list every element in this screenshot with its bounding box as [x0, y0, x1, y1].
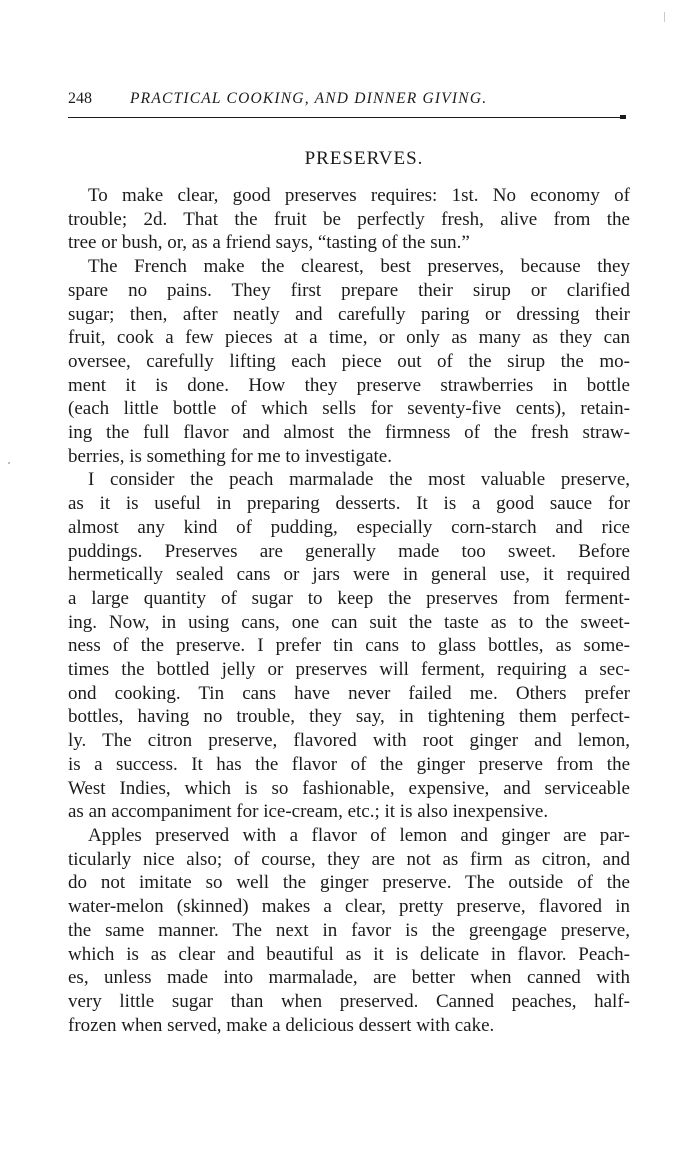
- text-line: Apples preserved with a flavor of lemon and ginger are par-: [88, 824, 630, 846]
- text-line: ing. Now, in using cans, one can suit the taste as to the sweet-: [68, 611, 630, 633]
- text-line: The French make the clearest, best preserves, because they: [88, 256, 630, 278]
- section-title: PRESERVES.: [304, 148, 424, 169]
- margin-mark: [664, 12, 665, 22]
- text-line: do not imitate so well the ginger preserve. The outside of the: [68, 872, 630, 894]
- header-rule: [68, 117, 625, 118]
- text-line: To make clear, good preserves requires: 1st. No economy of: [88, 185, 630, 206]
- text-line: which is as clear and beautiful as it is delicate in flavor. Peach-: [68, 943, 630, 965]
- text-line: I consider the peach marmalade the most valuable preserve,: [88, 469, 630, 491]
- paragraph-1: [68, 184, 630, 255]
- text-line: very little sugar than when preserved. Canned peaches, half-: [68, 990, 630, 1012]
- margin-dot: [8, 462, 10, 464]
- text-line: almost any kind of pudding, especially corn-starch and rice: [68, 516, 630, 538]
- paragraph-4: [68, 824, 630, 1037]
- text-line: es, unless made into marmalade, are better when canned with: [68, 967, 630, 989]
- text-line: spare no pains. They first prepare their sirup or clarified: [68, 279, 630, 301]
- text-line: the same manner. The next in favor is the greengage preserve,: [68, 919, 630, 941]
- text-line: ment it is done. How they preserve strawberries in bottle: [68, 374, 630, 396]
- paragraph-2: [68, 255, 630, 468]
- text-line: times the bottled jelly or preserves will ferment, requiring a sec-: [68, 659, 630, 681]
- running-title: PRACTICAL COOKING, AND DINNER GIVING.: [130, 90, 488, 107]
- text-line: oversee, carefully lifting each piece out of the sirup the mo-: [68, 350, 630, 372]
- text-line: West Indies, which is so fashionable, expensive, and serviceable: [68, 777, 630, 799]
- text-line: ly. The citron preserve, flavored with root ginger and lemon,: [68, 730, 630, 752]
- paragraph-3: [68, 468, 630, 824]
- body-text: [68, 184, 630, 1037]
- text-line: puddings. Preserves are generally made too sweet. Before: [68, 540, 630, 562]
- text-line: (each little bottle of which sells for seventy-five cents), retain-: [68, 398, 630, 420]
- text-line: as it is useful in preparing desserts. It is a good sauce for: [68, 493, 630, 515]
- text-line: trouble; 2d. That the fruit be perfectly fresh, alive from the: [68, 208, 630, 230]
- header-rule-end: [620, 115, 626, 119]
- text-line: ond cooking. Tin cans have never failed me. Others prefer: [68, 682, 630, 704]
- page-number: 248: [68, 90, 92, 107]
- text-line: sugar; then, after neatly and carefully paring or dressing their: [68, 303, 630, 325]
- text-line: is a success. It has the flavor of the ginger preserve from the: [68, 753, 630, 775]
- text-line: frozen when served, make a delicious dessert with cake.: [68, 1014, 495, 1036]
- text-line: a large quantity of sugar to keep the preserves from ferment-: [68, 587, 630, 609]
- text-line: fruit, cook a few pieces at a time, or only as many as they can: [68, 327, 630, 349]
- text-line: bottles, having no trouble, they say, in tightening them perfect-: [68, 706, 630, 728]
- text-line: ticularly nice also; of course, they are not as firm as citron, and: [68, 848, 630, 870]
- text-line: as an accompaniment for ice-cream, etc.; it is also inexpensive.: [68, 801, 549, 823]
- text-line: tree or bush, or, as a friend says, “tasting of the sun.”: [68, 232, 470, 254]
- running-head: [68, 90, 630, 114]
- text-line: ness of the preserve. I prefer tin cans to glass bottles, as some-: [68, 635, 630, 657]
- text-line: hermetically sealed cans or jars were in general use, it required: [68, 564, 630, 586]
- text-line: ing the full flavor and almost the firmness of the fresh straw-: [68, 422, 630, 444]
- text-line: water-melon (skinned) makes a clear, pretty preserve, flavored in: [68, 896, 630, 918]
- text-line: berries, is something for me to investigate.: [68, 445, 392, 467]
